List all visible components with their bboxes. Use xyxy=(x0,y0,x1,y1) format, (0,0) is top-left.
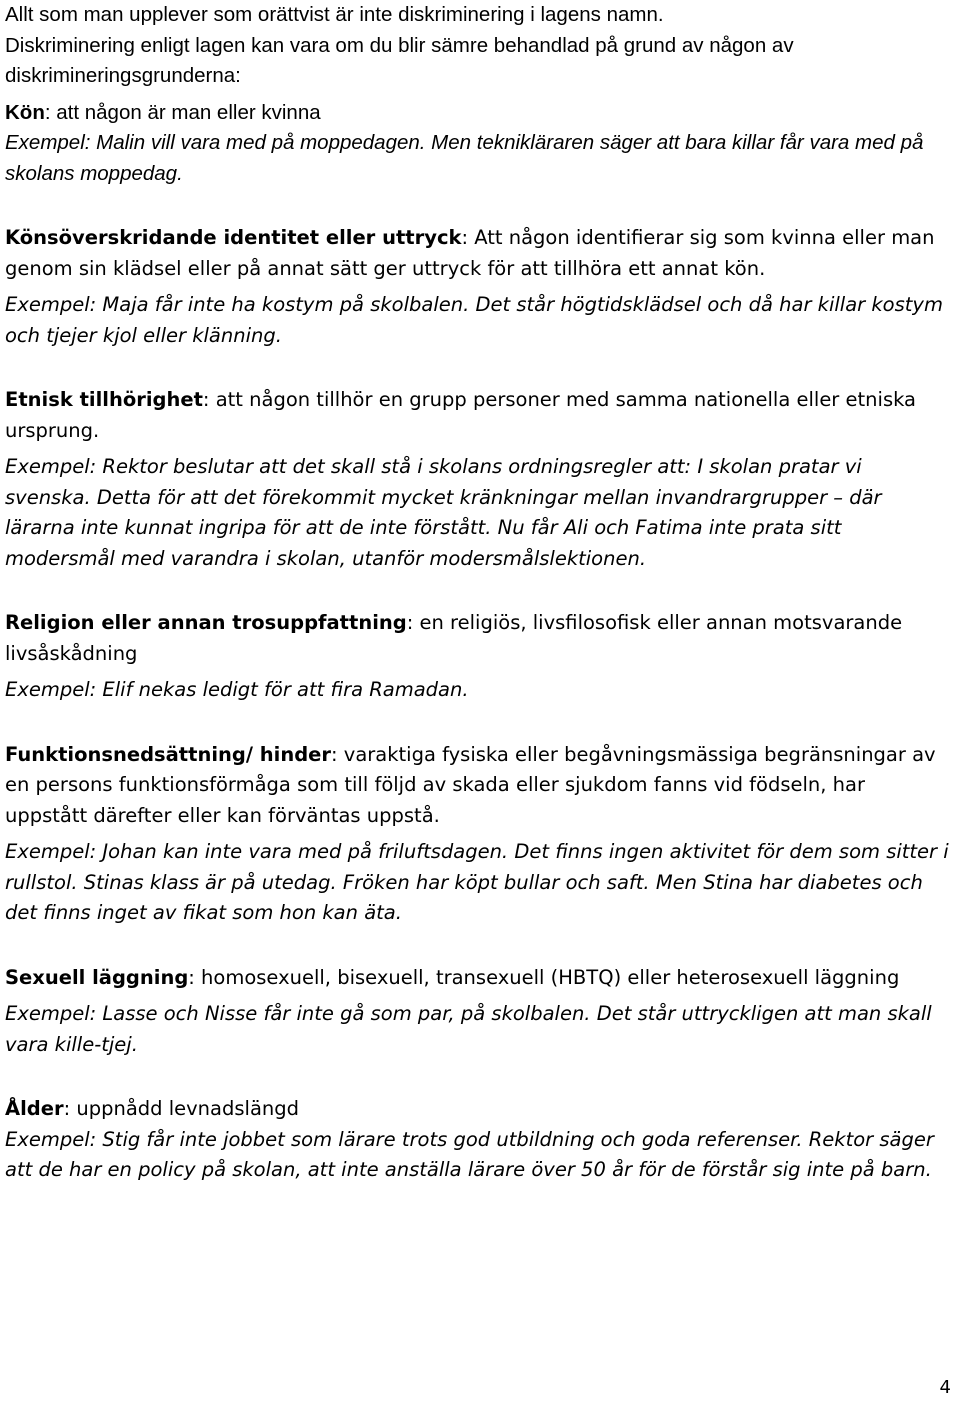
section-sexuell xyxy=(5,963,953,1061)
funktion-example-a: Exempel: Johan kan inte vara med på friluftsdagen. xyxy=(5,840,509,863)
funktion-term: Funktionsnedsättning/ hinder xyxy=(5,742,332,766)
section-alder xyxy=(5,1094,953,1186)
etnisk-example-c: Nu får Ali och Fatima inte prata sitt modersmål med varandra i skolan, utanför modersmålslektionen. xyxy=(5,516,842,570)
etnisk-definition xyxy=(5,385,953,446)
etnisk-term: Etnisk tillhörighet xyxy=(5,388,203,411)
religion-term: Religion eller annan trosuppfattning xyxy=(5,611,407,634)
alder-definition xyxy=(5,1094,953,1125)
kon-example-b: Men teknikläraren säger att bara killar får vara med på skolans moppedag. xyxy=(5,131,924,185)
funktion-definition-text: : varaktiga fysiska eller begåvningsmässiga begränsningar av en persons funktionsförmåga som till följd av skada eller sjukdom fanns vid födseln, har uppstått därefter eller kan förväntas uppstå. xyxy=(5,742,936,827)
religion-example: Exempel: Elif nekas ledigt för att fira Ramadan. xyxy=(5,678,469,701)
funktion-example xyxy=(5,837,953,929)
document-page xyxy=(5,0,953,1186)
alder-example xyxy=(5,1125,953,1186)
kon-definition xyxy=(5,98,953,129)
section-funktion xyxy=(5,740,953,929)
sexuell-term: Sexuell läggning xyxy=(5,965,189,989)
kon-example-a: Exempel: Malin vill vara med på moppedagen. xyxy=(5,131,426,154)
alder-example-b: Rektor säger att de har en policy på skolan, att inte anställa lärare över 50 år för de förstår sig inte på barn. xyxy=(5,1127,934,1181)
funktion-definition xyxy=(5,740,953,832)
funktion-example-c: Stinas klass är på utedag. xyxy=(77,870,337,894)
konsoverskridande-term: Könsöverskridande identitet eller uttryck xyxy=(5,226,462,249)
konsoverskridande-definition xyxy=(5,223,953,284)
section-kon xyxy=(5,98,953,190)
religion-definition-text: : en religiös, livsfilosofisk eller annan motsvarande livsåskådning xyxy=(5,611,903,665)
kon-term: Kön xyxy=(5,100,45,124)
etnisk-example xyxy=(5,452,953,574)
konsoverskridande-example xyxy=(5,290,953,351)
section-konsoverskridande xyxy=(5,223,953,351)
sexuell-example-a: Exempel: Lasse och Nisse får inte gå som par, på skolbalen. xyxy=(5,1002,591,1025)
page-number: 4 xyxy=(939,1377,951,1398)
funktion-example-e: Men Stina har diabetes och det finns inget av fikat som hon kan äta. xyxy=(5,870,923,924)
intro-line-2: Diskriminering enligt lagen kan vara om du blir sämre behandlad på grund av någon av diskrimineringsgrunderna: xyxy=(5,33,794,87)
kon-example xyxy=(5,128,953,189)
konsoverskridande-example-a: Exempel: Maja får inte ha kostym på skolbalen. xyxy=(5,293,470,316)
intro-line-1: Allt som man upplever som orättvist är inte diskriminering i lagens namn. xyxy=(5,3,664,26)
konsoverskridande-example-b: Det står högtidsklädsel och då har killar kostym och tjejer kjol eller klänning. xyxy=(5,293,943,347)
funktion-example-d: Fröken har köpt bullar och saft. xyxy=(336,870,650,894)
sexuell-definition-text: : homosexuell, bisexuell, transexuell (HBTQ) eller heterosexuell läggning xyxy=(188,965,900,989)
kon-definition-text: : att någon är man eller kvinna xyxy=(44,100,321,124)
etnisk-example-a: Exempel: Rektor beslutar att det skall stå i skolans ordningsregler att: I skolan pratar vi svenska. xyxy=(5,455,862,509)
funktion-example-b: Det finns ingen aktivitet för dem som sitter i rullstol. xyxy=(5,840,949,894)
alder-example-a: Exempel: Stig får inte jobbet som lärare trots god utbildning och goda referenser. xyxy=(5,1127,803,1151)
section-religion xyxy=(5,608,953,706)
konsoverskridande-definition-text: : Att någon identifierar sig som kvinna eller man genom sin klädsel eller på annat sätt ger uttryck för att tillhöra ett annat kön. xyxy=(5,226,935,280)
sexuell-definition xyxy=(5,963,953,994)
section-etnisk xyxy=(5,385,953,574)
alder-term: Ålder xyxy=(5,1097,64,1120)
alder-definition-text: : uppnådd levnadslängd xyxy=(63,1097,300,1120)
etnisk-example-b: Detta för att det förekommit mycket kränkningar mellan invandrargrupper – där lärarna inte kunnat ingripa för att de inte förstått. xyxy=(5,485,882,539)
sexuell-example xyxy=(5,999,953,1060)
sexuell-example-b: Det står uttryckligen att man skall vara kille-tjej. xyxy=(5,1002,932,1056)
etnisk-definition-text: : att någon tillhör en grupp personer med samma nationella eller etniska ursprung. xyxy=(5,388,917,442)
religion-definition xyxy=(5,608,953,669)
